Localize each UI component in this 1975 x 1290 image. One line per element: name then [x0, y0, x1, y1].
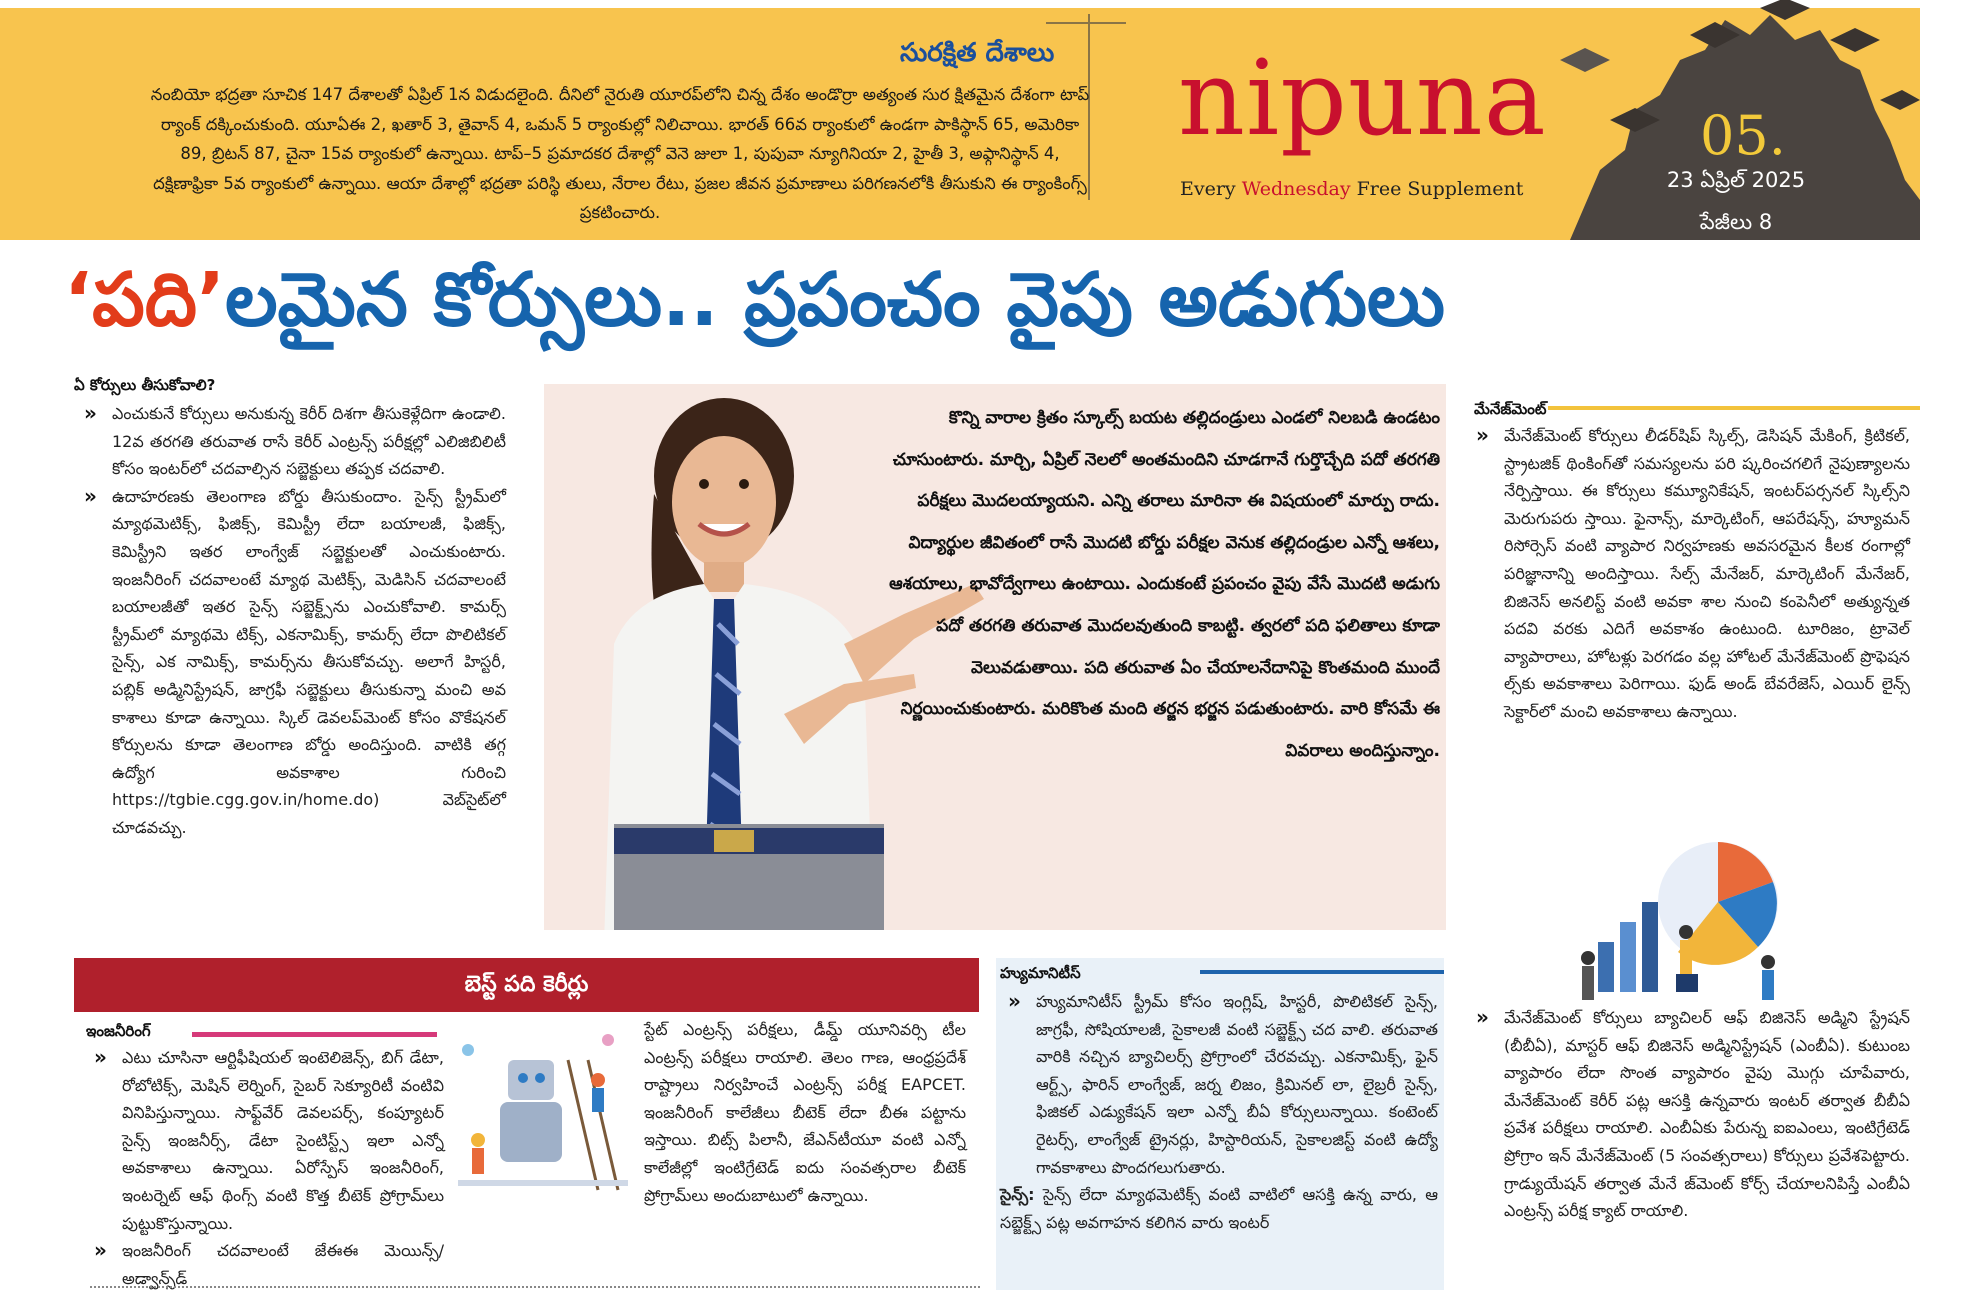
notice-text: నంబియో భద్రతా సూచిక 147 దేశాలతో ఏప్రిల్ 1న విడుదలైంది. దీనిలో నైరుతి యూరప్‌లోని చిన్న దేశం అండొర్రా అత్యంత సుర క్షితమైన దేశంగా టాప్ ర్యాంక్ దక్కించుకుంది. యూఏఈ 2, ఖతార్ 3, తైవాన్ 4, ఒమన్ 5 ర్యాంకుల్లో నిలిచాయి. భారత్ 66వ ర్యాంకులో ఉండగా పాకిస్థాన్ 65, అమెరికా 89, బ్రిటన్ 87, చైనా 15వ ర్యాంకులో ఉన్నాయి. టాప్–5 ప్రమాదకర దేశాల్లో వెనె జులా 1, పుపువా న్యూగినియా 2, హైతీ 3, అఫ్గానిస్థాన్ 4, దక్షిణాఫ్రికా 5వ ర్యాంకులో ఉన్నాయి. ఆయా దేశాల్లో భద్రతా పరిస్థి తులు, నేరాల రేటు, ప్రజల జీవన ప్రమాణాలు పరిగణనలోకి తీసుకుని ఈ ర్యాంకింగ్స్ ప్రకటించారు. [150, 85, 1090, 223]
engineering-column [84, 1044, 444, 1290]
management-heading: మేనేజ్‌మెంట్ [1474, 400, 1547, 418]
list-item: » మేనేజ్‌మెంట్ కోర్సులు లీడర్‌షిప్ స్కిల్స్, డెసిషన్ మేకింగ్, క్రిటికల్, స్ట్రాటజిక్ థింకింగ్‌తో సమస్యలను పరి ష్కరించగలిగే నైపుణ్యాలను నేర్పిస్తాయి. ఈ కోర్సులు కమ్యూనికేషన్, ఇంటర్‌పర్సనల్ స్కిల్స్‌ని మెరుగుపరు స్తాయి. ఫైనాన్స్, మార్కెటింగ్, ఆపరేషన్స్, హ్యూమన్ రిసోర్సెస్ వంటి వ్యాపార నిర్వహణకు అవసరమైన కీలక రంగాల్లో పరిజ్ఞానాన్ని అందిస్తాయి. సేల్స్ మేనేజర్, మార్కెటింగ్ మేనేజర్, బిజినెస్ అనలిస్ట్ వంటి అవకా శాల నుంచి కంపెనీలో అత్యున్నత పదవి వరకు ఎదిగే అవకాశం ఉంటుంది. టూరిజం, ట్రావెల్ వ్యాపారాలు, హోటళ్లు పెరగడం వల్ల హోటల్ మేనేజ్‌మెంట్ ప్రొఫెషన ల్స్‌కు అవకాశాలు పెరిగాయి. ఫుడ్ అండ్ బేవరేజెస్, ఎయిర్ లైన్స్ సెక్టార్‌లో మంచి అవకాశాలు ఉన్నాయి. [1466, 422, 1910, 726]
left-column [74, 400, 506, 842]
science-text: సైన్స్ లేదా మ్యాథమెటిక్స్ వంటి వాటిలో ఆసక్తి ఉన్న వారు, ఆ సబ్జెక్ట్స్ పట్ల అవగాహన కలిగిన వారు ఇంటర్ [1000, 1185, 1438, 1232]
intro-paragraph: కొన్ని వారాల క్రితం స్కూల్స్ బయట తల్లిదండ్రులు ఎండలో నిలబడి ఉండటం చూసుంటారు. మార్చి, ఏప్రిల్ నెలలో అంతమందిని చూడగానే గుర్తొచ్చేది పదో తరగతి పరీక్షలు మొదలయ్యాయని. ఎన్ని తరాలు మారినా ఈ విషయంలో మార్పు రాదు. విద్యార్థుల జీవితంలో రాసే మొదటి బోర్డు పరీక్షల వెనుక తల్లిదండ్రుల ఎన్నో ఆశలు, ఆశయాలు, భావోద్వేగాలు ఉంటాయి. ఎందుకంటే ప్రపంచం వైపు వేసే మొదటి అడుగు పదో తరగతి తరువాత మొదలవుతుంది కాబట్టి. త్వరలో పది ఫలితాలు కూడా వెలువడుతాయి. పది తరువాత ఏం చేయాలనేదానిపై కొంతమంది ముందే నిర్ణయించుకుంటారు. మరికొంత మంది తర్జన భర్జన పడుతుంటారు. వారి కోసమే ఈ వివరాలు అందిస్తున్నాం. [889, 408, 1440, 761]
masthead-tagline [1180, 178, 1523, 200]
engineering-continued-text: స్టేట్ ఎంట్రన్స్ పరీక్షలు, డీమ్డ్ యూనివర్సి టీల ఎంట్రన్స్ పరీక్షలు రాయాలి. తెలం గాణ, ఆంధ్రప్రదేశ్ రాష్ట్రాలు నిర్వహించే ఎంట్రన్స్ పరీక్ష EAPCET. ఇంజనీరింగ్ కాలేజీలు బీటెక్ లేదా బీఈ పట్టాను ఇస్తాయి. బిట్స్ పిలానీ, జేఎన్‌టీయూ వంటి ఎన్నో కాలేజీల్లో ఇంటిగ్రేటెడ్ ఐదు సంవత్సరాల బీటెక్ ప్రోగ్రామ్‌లు అందుబాటులో ఉన్నాయి. [644, 1020, 966, 1205]
headline-rest: లమైన కోర్సులు.. ప్రపంచం వైపు అడుగులు [225, 257, 1446, 343]
notice-title: సురక్షిత దేశాలు [900, 38, 1055, 68]
section-divider [90, 1286, 980, 1288]
notice-cross-rule [1046, 22, 1126, 24]
list-item: » హ్యుమానిటీస్ స్ట్రీమ్ కోసం ఇంగ్లిష్, హిస్టరీ, పొలిటికల్ సైన్స్, జాగ్రఫీ, సోషియాలజీ, సైకాలజీ వంటి సబ్జెక్ట్స్ చద వాలి. తరువాత వారికి నచ్చిన బ్యాచిలర్స్ ప్రోగ్రాంలో చేరవచ్చు. ఎకనామిక్స్, ఫైన్ ఆర్ట్స్, ఫారిన్ లాంగ్వేజ్, జర్న లిజం, క్రిమినల్ లా, లైబ్రరీ సైన్స్, ఫిజికల్ ఎడ్యుకేషన్ ఇలా ఎన్నో బీఏ కోర్సులున్నాయి. కంటెంట్ రైటర్స్, లాంగ్వేజ్ ట్రైనర్లు, హిస్టారియన్, సైకాలజిస్ట్ వంటి ఉద్యో గావకాశాలు పొందగలుగుతారు. [998, 988, 1438, 1181]
humanities-column [998, 988, 1438, 1236]
left-column-heading: ఏ కోర్సులు తీసుకోవాలి? [74, 376, 216, 394]
page-count: పేజీలు 8 [1699, 210, 1773, 234]
headline-quoted: ‘పది’ [64, 257, 226, 343]
science-paragraph [998, 1181, 1438, 1236]
engineering-continued [644, 1016, 966, 1209]
humanities-heading: హ్యుమానిటీస్ [1000, 964, 1081, 982]
nipuna-logo: nipuna [1178, 37, 1547, 159]
engineering-heading: ఇంజనీరింగ్ [86, 1022, 151, 1040]
list-item: » ఉదాహరణకు తెలంగాణ బోర్డు తీసుకుందాం. సైన్స్ స్ట్రీమ్‌లో మ్యాథమెటిక్స్, ఫిజిక్స్, కెమిస్ట్రీ లేదా బయాలజీ, ఫిజిక్స్, కెమిస్ట్రీని ఇతర లాంగ్వేజ్ సబ్జెక్టులతో ఎంచుకుంటారు. ఇంజనీరింగ్ చదవాలంటే మ్యాథ మెటిక్స్, మెడిసిన్ చదవాలంటే బయాలజీతో ఇతర సైన్స్ సబ్జెక్ట్స్‌ను ఎంచుకోవాలి. కామర్స్ స్ట్రీమ్‌లో మ్యాథమె టిక్స్, ఎకనామిక్స్, కామర్స్ లేదా పొలిటికల్ సైన్స్, ఎక నామిక్స్, కామర్స్‌ను తీసుకోవచ్చు. అలాగే హిస్టరీ, పబ్లిక్ అడ్మినిస్ట్రేషన్, జాగ్రఫీ సబ్జెక్టులు తీసుకున్నా మంచి అవ కాశాలు కూడా ఉన్నాయి. స్కిల్ డెవలప్‌మెంట్ కోసం వొకేషనల్ కోర్సులను కూడా తెలంగాణ బోర్డు అందిస్తుంది. వాటికి తగ్గ ఉద్యోగ అవకాశాల గురించి https://tgbie.cgg.gov.in/home.do) వెబ్‌సైట్‌లో చూడవచ్చు. [74, 483, 506, 842]
tagline-prefix: Every [1180, 178, 1242, 200]
science-label: సైన్స్: [1000, 1185, 1035, 1205]
engineering-rule [192, 1032, 437, 1037]
issue-number: 05. [1700, 104, 1786, 167]
list-item: » ఇంజనీరింగ్ చదవాలంటే జేఈఈ మెయిన్స్/అడ్వాన్స్‌డ్ [84, 1237, 444, 1290]
robot-builders-illustration [448, 1020, 638, 1200]
list-item: » ఎంచుకునే కోర్సులు అనుకున్న కెరీర్ దిశగా తీసుకెళ్లేదిగా ఉండాలి. 12వ తరగతి తరువాత రాసే కెరీర్ ఎంట్రన్స్ పరీక్షల్లో ఎలిజిబిలిటీ కోసం ఇంటర్‌లో చదవాల్సిన సబ్జెక్టులు తప్పక చదవాలి. [74, 400, 506, 483]
careers-banner-title: బెస్ట్ పది కెరీర్లు [464, 972, 589, 997]
tagline-day: Wednesday [1241, 178, 1351, 200]
management-column-bottom [1466, 1004, 1910, 1225]
main-headline [64, 256, 1445, 345]
issue-date: 23 ఏప్రిల్ 2025 [1666, 168, 1806, 192]
list-item: » మేనేజ్‌మెంట్ కోర్సులు బ్యాచిలర్ ఆఫ్ బిజినెస్ అడ్మిని స్ట్రేషన్ (బీబీఏ), మాస్టర్ ఆఫ్ బిజినెస్ అడ్మినిస్ట్రేషన్ (ఎంబీఏ). కుటుంబ వ్యాపారం లేదా సొంత వ్యాపారం వైపు మొగ్గు చూపేవారు, మేనేజ్‌మెంట్ కెరీర్ పట్ల ఆసక్తి ఉన్నవారు ఇంటర్ తర్వాత బీబీఏ ప్రవేశ పరీక్షలు రాయాలి. ఎంబీఏకు పేరున్న ఐఐఎంలు, ఇంటిగ్రేటెడ్ ప్రోగ్రాం ఇన్ మేనేజ్‌మెంట్ (5 సంవత్సరాలు) కోర్సులు ప్రవేశపెట్టారు. గ్రాడ్యుయేషన్ తర్వాత మేనే జ్‌మెంట్ కోర్స్ చేయాలనిపిస్తే ఎంబీఏ ఎంట్రన్స్ పరీక్ష క్యాట్ రాయాలి. [1466, 1004, 1910, 1225]
tagline-suffix: Free Supplement [1350, 178, 1524, 200]
humanities-rule [1200, 970, 1444, 974]
business-team-chart-illustration [1568, 822, 1808, 1012]
management-column-top [1466, 422, 1910, 726]
management-rule [1548, 406, 1920, 410]
list-item: » ఎటు చూసినా ఆర్టిఫీషియల్ ఇంటెలిజెన్స్, బిగ్ డేటా, రోబోటిక్స్, మెషిన్ లెర్నింగ్, సైబర్ సెక్యూరిటీ వంటివి వినిపిస్తున్నాయి. సాఫ్ట్‌వేర్ డెవలపర్స్, కంప్యూటర్ సైన్స్ ఇంజనీర్స్, డేటా సైంటిస్ట్స్ ఇలా ఎన్నో అవకాశాలు ఉన్నాయి. ఏరోస్పేస్ ఇంజనీరింగ్, ఇంటర్నెట్ ఆఫ్ థింగ్స్ వంటి కొత్త బీటెక్ ప్రోగ్రామ్‌లు పుట్టుకొస్తున్నాయి. [84, 1044, 444, 1237]
